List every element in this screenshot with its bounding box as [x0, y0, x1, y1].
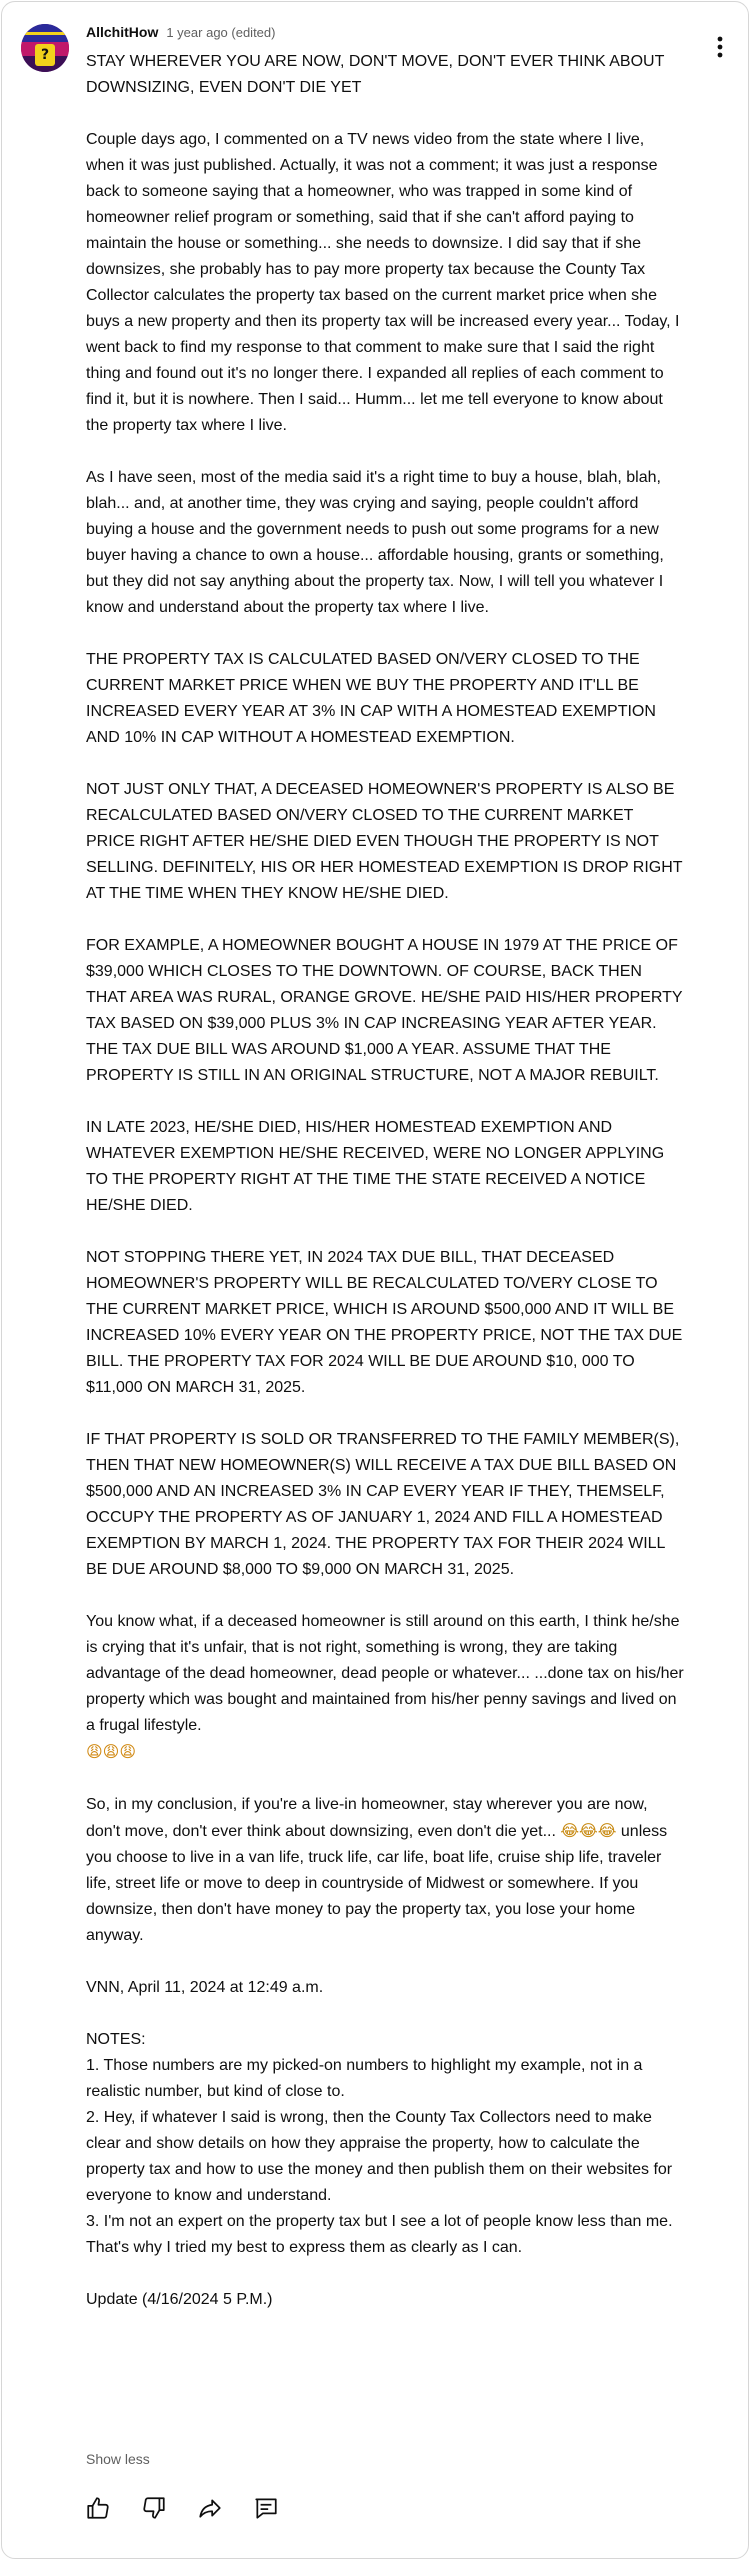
comment-actions — [82, 2492, 282, 2524]
comment-paragraph: As I have seen, most of the media said it's a right time to buy a house, blah, blah, blah... and, at another time, they was crying and saying, people couldn't afford buying a house and the government needs to push out some programs for a new buyer having a chance to own a house... affordable housing, grants or something, but they did not say anything about the property tax. Now, I will tell you whatever I know and understand about the property tax where I live. — [86, 469, 664, 616]
comment-paragraph-with-emoji — [86, 1792, 686, 1949]
comment-timestamp[interactable]: 1 year ago (edited) — [166, 25, 276, 40]
comment-paragraph: IN LATE 2023, HE/SHE DIED, HIS/HER HOMESTEAD EXEMPTION AND WHATEVER EXEMPTION HE/SHE RECEIVED, WERE NO LONGER APPLYING TO THE PROPERTY RIGHT AT THE TIME THE STATE RECEIVED A NOTICE HE/SHE DIED. — [86, 1119, 665, 1214]
comment-paragraph: FOR EXAMPLE, A HOMEOWNER BOUGHT A HOUSE IN 1979 AT THE PRICE OF $39,000 WHICH CLOSES TO THE DOWNTOWN. OF COURSE, BACK THEN THAT AREA WAS RURAL, ORANGE GROVE. HE/SHE PAID HIS/HER PROPERTY TAX BASED ON $39,000 PLUS 3% IN CAP INCREASING YEAR AFTER YEAR. THE TAX DUE BILL WAS AROUND $1,000 A YEAR. ASSUME THAT THE PROPERTY IS STILL IN AN ORIGINAL STRUCTURE, NOT A MAJOR REBUILT. — [86, 937, 683, 1084]
comment-body — [86, 49, 686, 2313]
show-less-button[interactable]: Show less — [86, 2451, 150, 2467]
comment-paragraph-with-emoji — [86, 1609, 686, 1766]
update-note: Update (4/16/2024 5 P.M.) — [86, 2291, 273, 2308]
comment-paragraph: NOT JUST ONLY THAT, A DECEASED HOMEOWNER'S PROPERTY IS ALSO BE RECALCULATED BASED ON/VERY CLOSED TO THE CURRENT MARKET PRICE RIGHT AFTER HE/SHE DIED EVEN THOUGH THE PROPERTY IS NOT SELLING. DEFINITELY, HIS OR HER HOMESTEAD EXEMPTION IS DROP RIGHT AT THE TIME WHEN THEY KNOW HE/SHE DIED. — [86, 781, 683, 902]
more-vert-icon[interactable] — [708, 32, 732, 62]
notes-heading: NOTES: — [86, 2031, 146, 2048]
thumb-up-icon[interactable] — [82, 2492, 114, 2524]
note-item: 1. Those numbers are my picked-on numbers to highlight my example, not in a realistic number, but kind of close to. — [86, 2057, 643, 2100]
crying-emoji-icon: 😩😩😩 — [86, 1742, 137, 1761]
reply-icon[interactable] — [250, 2492, 282, 2524]
comment-text: So, in my conclusion, if you're a live-in homeowner, stay wherever you are now, don't move, don't ever think about downsizing, even don't die yet... — [86, 1796, 648, 1840]
comment-paragraph: IF THAT PROPERTY IS SOLD OR TRANSFERRED TO THE FAMILY MEMBER(S), THEN THAT NEW HOMEOWNER(S) WILL RECEIVE A TAX DUE BILL BASED ON $500,000 AND AN INCREASED 3% IN CAP EVERY YEAR IF THEY, THEMSELF, OCCUPY THE PROPERTY AS OF JANUARY 1, 2024 AND FILL A HOMESTEAD EXEMPTION BY MARCH 1, 2024. THE PROPERTY TAX FOR THEIR 2024 WILL BE DUE AROUND $8,000 TO $9,000 ON MARCH 31, 2025. — [86, 1431, 680, 1578]
note-item: 2. Hey, if whatever I said is wrong, then the County Tax Collectors need to make clear and show details on how they appraise the property, how to calculate the property tax and how to use the money and then publish them on their websites for everyone to know and understand. — [86, 2109, 673, 2204]
author-name[interactable]: AllchitHow — [86, 24, 159, 40]
comment-text: unless you choose to live in a van life, truck life, car life, boat life, cruise ship life, traveler life, street life or move to deep in countryside of Midwest or somewhere. If you downsize, then don't have money to pay the property tax, you lose your home anyway. — [86, 1823, 668, 1944]
laughing-emoji-icon: 😂😂😂 — [560, 1821, 617, 1840]
comment-paragraph: Couple days ago, I commented on a TV news video from the state where I live, when it was just published. Actually, it was not a comment; it was just a response back to someone saying that a homeowner, who was trapped in some kind of homeowner relief program or something, said that if she can't afford paying to maintain the house or something... she needs to downsize. I did say that if she downsizes, she probably has to pay more property tax because the County Tax Collector calculates the property tax based on the current market price when she buys a new property and then its property tax will be increased every year... Today, I went back to find my response to that comment to make sure that I said the right thing and found out it's no longer there. I expanded all replies of each comment to find it, but it is nowhere. Then I said... Humm... let me tell everyone to know about the property tax where I live. — [86, 131, 680, 434]
comment-headline: STAY WHEREVER YOU ARE NOW, DON'T MOVE, DON'T EVER THINK ABOUT DOWNSIZING, EVEN DON'T DIE YET — [86, 53, 665, 96]
note-item: 3. I'm not an expert on the property tax but I see a lot of people know less than me. That's why I tried my best to express them as clearly as I can. — [86, 2213, 673, 2256]
channel-avatar-icon[interactable]: ? — [21, 24, 69, 72]
share-icon[interactable] — [194, 2492, 226, 2524]
comment-card — [1, 1, 749, 2559]
comment-signature: VNN, April 11, 2024 at 12:49 a.m. — [86, 1979, 324, 1996]
comment-header — [86, 24, 275, 46]
thumb-down-icon[interactable] — [138, 2492, 170, 2524]
comment-paragraph: NOT STOPPING THERE YET, IN 2024 TAX DUE BILL, THAT DECEASED HOMEOWNER'S PROPERTY WILL BE RECALCULATED TO/VERY CLOSE TO THE CURRENT MARKET PRICE, WHICH IS AROUND $500,000 AND IT WILL BE INCREASED 10% EVERY YEAR ON THE PROPERTY PRICE, NOT THE TAX DUE BILL. THE PROPERTY TAX FOR 2024 WILL BE DUE AROUND $10, 000 TO $11,000 ON MARCH 31, 2025. — [86, 1249, 683, 1396]
comment-text: You know what, if a deceased homeowner is still around on this earth, I think he/she is crying that it's unfair, that is not right, something is wrong, they are taking advantage of the dead homeowner, dead people or whatever... ...done tax on his/her property which was bought and maintained from his/her penny savings and lived on a frugal lifestyle. — [86, 1613, 684, 1734]
comment-paragraph: THE PROPERTY TAX IS CALCULATED BASED ON/VERY CLOSED TO THE CURRENT MARKET PRICE WHEN WE BUY THE PROPERTY AND IT'LL BE INCREASED EVERY YEAR AT 3% IN CAP WITH A HOMESTEAD EXEMPTION AND 10% IN CAP WITHOUT A HOMESTEAD EXEMPTION. — [86, 651, 656, 746]
